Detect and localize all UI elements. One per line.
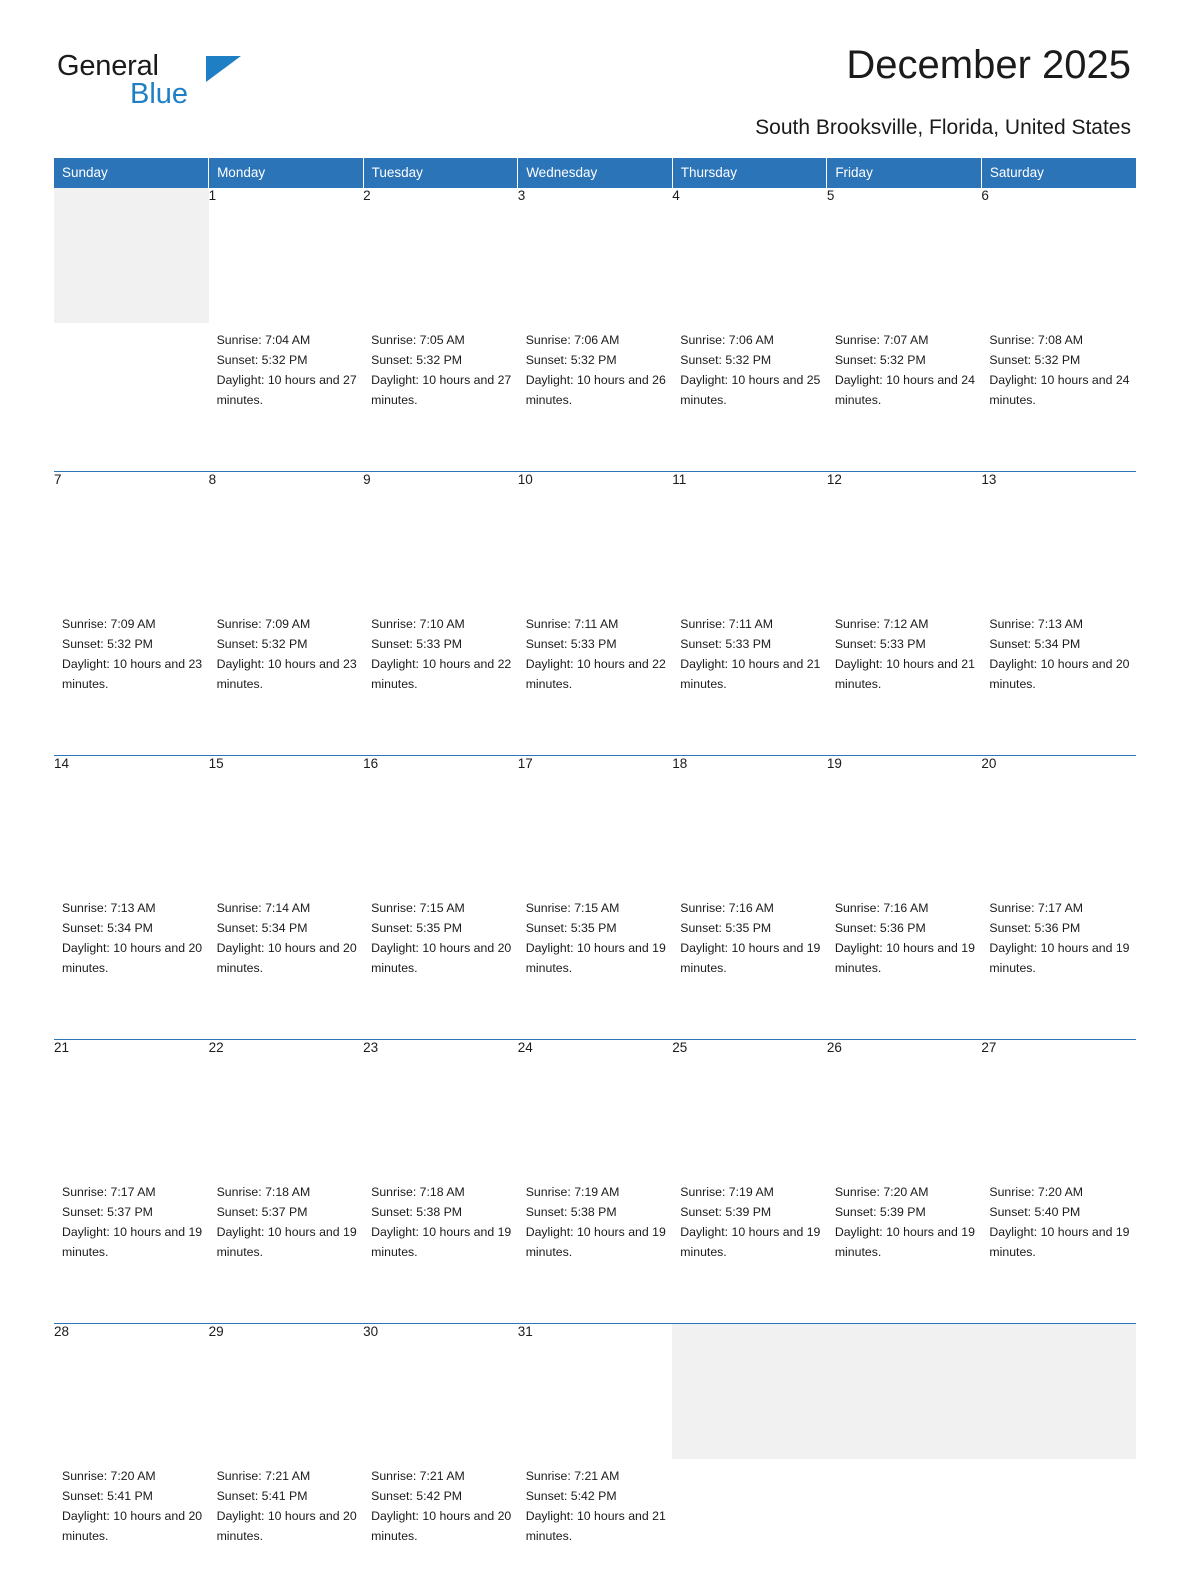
day-cell-empty	[981, 1459, 1136, 1594]
day-info	[209, 891, 364, 979]
week-spacer-row	[54, 458, 1136, 472]
day-info	[981, 607, 1136, 695]
sunset-text: Sunset: 5:34 PM	[62, 920, 153, 935]
sunrise-text: Sunrise: 7:15 AM	[525, 900, 620, 915]
sunrise-text: Sunrise: 7:19 AM	[525, 1184, 620, 1199]
daylight-text: Daylight: 10 hours and 21 minutes.	[525, 1508, 666, 1543]
sunset-text: Sunset: 5:40 PM	[989, 1204, 1081, 1219]
sunset-text: Sunset: 5:33 PM	[834, 636, 926, 651]
sunrise-text: Sunrise: 7:16 AM	[834, 900, 929, 915]
day-number: 1	[209, 188, 364, 323]
day-info	[209, 607, 364, 695]
day-cell	[518, 607, 673, 742]
sunset-text: Sunset: 5:37 PM	[216, 1204, 308, 1219]
day-cell	[672, 891, 827, 1026]
sunset-text: Sunset: 5:32 PM	[834, 352, 926, 367]
week-spacer-row	[54, 1026, 1136, 1040]
weekday-header-sunday: Sunday	[54, 158, 209, 188]
day-info	[827, 1175, 982, 1263]
sunrise-text: Sunrise: 7:13 AM	[989, 616, 1084, 631]
sunset-text: Sunset: 5:42 PM	[525, 1488, 617, 1503]
sunrise-text: Sunrise: 7:18 AM	[216, 1184, 311, 1199]
day-cell	[363, 607, 518, 742]
week-row	[54, 323, 1136, 458]
sunset-text: Sunset: 5:41 PM	[216, 1488, 308, 1503]
day-info	[981, 891, 1136, 979]
day-info	[363, 1175, 518, 1263]
day-cell	[54, 1459, 209, 1594]
daylight-text: Daylight: 10 hours and 27 minutes.	[216, 372, 357, 407]
sunrise-text: Sunrise: 7:14 AM	[216, 900, 311, 915]
sunset-text: Sunset: 5:35 PM	[371, 920, 463, 935]
sunrise-text: Sunrise: 7:18 AM	[371, 1184, 465, 1199]
day-info	[518, 891, 673, 979]
day-cell	[981, 1175, 1136, 1310]
day-cell	[209, 607, 364, 742]
sunrise-text: Sunrise: 7:20 AM	[834, 1184, 929, 1199]
day-cell	[363, 1175, 518, 1310]
sunrise-text: Sunrise: 7:17 AM	[989, 900, 1084, 915]
page-title: December 2025	[846, 43, 1131, 87]
daylight-text: Daylight: 10 hours and 19 minutes.	[834, 1224, 975, 1259]
day-number: 9	[363, 472, 518, 607]
weekday-header-monday: Monday	[209, 158, 364, 188]
sunrise-text: Sunrise: 7:09 AM	[62, 616, 156, 631]
sunrise-text: Sunrise: 7:08 AM	[989, 332, 1084, 347]
day-number: 30	[363, 1324, 518, 1459]
day-info	[672, 1175, 827, 1263]
day-info	[518, 323, 673, 411]
week-spacer-cell	[54, 742, 1136, 756]
sunrise-text: Sunrise: 7:21 AM	[371, 1468, 465, 1483]
day-number: 31	[518, 1324, 673, 1459]
page-location: South Brooksville, Florida, United States	[755, 116, 1131, 139]
day-number: 20	[981, 756, 1136, 891]
day-number: 17	[518, 756, 673, 891]
day-cell	[827, 891, 982, 1026]
daylight-text: Daylight: 10 hours and 19 minutes.	[525, 1224, 666, 1259]
day-number: 13	[981, 472, 1136, 607]
day-number: 28	[54, 1324, 209, 1459]
day-info	[363, 323, 518, 411]
sunrise-text: Sunrise: 7:11 AM	[680, 616, 773, 631]
day-number: 22	[209, 1040, 364, 1175]
day-info	[672, 323, 827, 411]
daylight-text: Daylight: 10 hours and 20 minutes.	[62, 940, 203, 975]
day-cell	[363, 323, 518, 458]
sunset-text: Sunset: 5:34 PM	[216, 920, 308, 935]
sunset-text: Sunset: 5:38 PM	[525, 1204, 617, 1219]
logo[interactable]	[57, 52, 257, 114]
day-info	[827, 607, 982, 695]
sunrise-text: Sunrise: 7:09 AM	[216, 616, 311, 631]
daylight-text: Daylight: 10 hours and 26 minutes.	[525, 372, 666, 407]
daylight-text: Daylight: 10 hours and 20 minutes.	[371, 940, 512, 975]
sunrise-text: Sunrise: 7:06 AM	[525, 332, 620, 347]
day-cell	[363, 1459, 518, 1594]
day-number: 27	[981, 1040, 1136, 1175]
daylight-text: Daylight: 10 hours and 21 minutes.	[834, 656, 975, 691]
daylight-text: Daylight: 10 hours and 19 minutes.	[989, 1224, 1130, 1259]
day-cell	[981, 323, 1136, 458]
day-cell	[827, 1175, 982, 1310]
day-cell	[827, 323, 982, 458]
day-number: 14	[54, 756, 209, 891]
day-cell-empty	[672, 1459, 827, 1594]
day-cell	[54, 891, 209, 1026]
day-info	[54, 1459, 209, 1547]
daylight-text: Daylight: 10 hours and 19 minutes.	[62, 1224, 203, 1259]
daylight-text: Daylight: 10 hours and 24 minutes.	[834, 372, 975, 407]
day-info	[54, 891, 209, 979]
day-number: 6	[981, 188, 1136, 323]
sunrise-text: Sunrise: 7:19 AM	[680, 1184, 774, 1199]
day-info	[672, 607, 827, 695]
day-number-empty	[54, 188, 209, 323]
sunset-text: Sunset: 5:32 PM	[216, 352, 308, 367]
day-number-row	[54, 472, 1136, 607]
day-number: 21	[54, 1040, 209, 1175]
sunset-text: Sunset: 5:42 PM	[371, 1488, 463, 1503]
day-number-row	[54, 1324, 1136, 1459]
day-info	[827, 323, 982, 411]
day-number-row	[54, 1040, 1136, 1175]
sunrise-text: Sunrise: 7:17 AM	[62, 1184, 156, 1199]
daylight-text: Daylight: 10 hours and 24 minutes.	[989, 372, 1130, 407]
day-number: 29	[209, 1324, 364, 1459]
day-cell	[518, 891, 673, 1026]
sun-times-calendar	[54, 158, 1136, 1594]
daylight-text: Daylight: 10 hours and 20 minutes.	[216, 940, 357, 975]
week-spacer-cell	[54, 458, 1136, 472]
sunset-text: Sunset: 5:36 PM	[989, 920, 1081, 935]
day-number: 15	[209, 756, 364, 891]
day-cell	[981, 891, 1136, 1026]
sunset-text: Sunset: 5:33 PM	[680, 636, 772, 651]
day-info	[518, 1459, 673, 1547]
day-number: 23	[363, 1040, 518, 1175]
sunrise-text: Sunrise: 7:13 AM	[62, 900, 156, 915]
daylight-text: Daylight: 10 hours and 20 minutes.	[989, 656, 1130, 691]
day-number: 16	[363, 756, 518, 891]
day-number: 2	[363, 188, 518, 323]
day-number: 7	[54, 472, 209, 607]
daylight-text: Daylight: 10 hours and 19 minutes.	[216, 1224, 357, 1259]
sunrise-text: Sunrise: 7:05 AM	[371, 332, 465, 347]
day-number-row	[54, 188, 1136, 323]
sunset-text: Sunset: 5:37 PM	[62, 1204, 153, 1219]
sunset-text: Sunset: 5:38 PM	[371, 1204, 463, 1219]
sunrise-text: Sunrise: 7:04 AM	[216, 332, 311, 347]
day-cell	[54, 607, 209, 742]
sunset-text: Sunset: 5:33 PM	[525, 636, 617, 651]
week-spacer-cell	[54, 1310, 1136, 1324]
logo-text-blue: Blue	[130, 78, 189, 110]
day-cell-empty	[54, 323, 209, 458]
daylight-text: Daylight: 10 hours and 22 minutes.	[371, 656, 512, 691]
day-number: 25	[672, 1040, 827, 1175]
day-number: 12	[827, 472, 982, 607]
sunset-text: Sunset: 5:32 PM	[62, 636, 153, 651]
week-spacer-row	[54, 742, 1136, 756]
day-cell	[518, 1175, 673, 1310]
daylight-text: Daylight: 10 hours and 19 minutes.	[525, 940, 666, 975]
sunset-text: Sunset: 5:32 PM	[371, 352, 463, 367]
day-number: 8	[209, 472, 364, 607]
day-number: 10	[518, 472, 673, 607]
daylight-text: Daylight: 10 hours and 20 minutes.	[62, 1508, 203, 1543]
day-number-empty	[827, 1324, 982, 1459]
sunset-text: Sunset: 5:39 PM	[834, 1204, 926, 1219]
day-number: 26	[827, 1040, 982, 1175]
day-info	[981, 323, 1136, 411]
sunrise-text: Sunrise: 7:21 AM	[525, 1468, 620, 1483]
daylight-text: Daylight: 10 hours and 27 minutes.	[371, 372, 512, 407]
day-cell	[209, 1175, 364, 1310]
sunrise-text: Sunrise: 7:16 AM	[680, 900, 774, 915]
week-spacer-row	[54, 1310, 1136, 1324]
day-number: 5	[827, 188, 982, 323]
day-cell	[672, 607, 827, 742]
day-info	[981, 1175, 1136, 1263]
day-cell	[518, 323, 673, 458]
day-cell	[363, 891, 518, 1026]
daylight-text: Daylight: 10 hours and 19 minutes.	[680, 940, 821, 975]
day-info	[827, 891, 982, 979]
daylight-text: Daylight: 10 hours and 23 minutes.	[62, 656, 203, 691]
day-cell	[981, 607, 1136, 742]
day-cell	[827, 607, 982, 742]
sunset-text: Sunset: 5:35 PM	[525, 920, 617, 935]
day-number: 4	[672, 188, 827, 323]
day-info	[209, 1175, 364, 1263]
day-info	[54, 1175, 209, 1263]
day-cell	[518, 1459, 673, 1594]
sunset-text: Sunset: 5:36 PM	[834, 920, 926, 935]
daylight-text: Daylight: 10 hours and 19 minutes.	[989, 940, 1130, 975]
sunrise-text: Sunrise: 7:11 AM	[525, 616, 619, 631]
day-info	[363, 1459, 518, 1547]
sunrise-text: Sunrise: 7:20 AM	[62, 1468, 156, 1483]
day-info	[54, 607, 209, 695]
day-number-empty	[981, 1324, 1136, 1459]
week-row	[54, 607, 1136, 742]
week-row	[54, 1175, 1136, 1310]
weekday-header-tuesday: Tuesday	[363, 158, 518, 188]
week-row	[54, 891, 1136, 1026]
day-cell	[672, 1175, 827, 1310]
sunrise-text: Sunrise: 7:10 AM	[371, 616, 465, 631]
day-cell	[209, 323, 364, 458]
sunrise-text: Sunrise: 7:21 AM	[216, 1468, 311, 1483]
daylight-text: Daylight: 10 hours and 19 minutes.	[371, 1224, 512, 1259]
daylight-text: Daylight: 10 hours and 20 minutes.	[216, 1508, 357, 1543]
day-cell	[209, 1459, 364, 1594]
daylight-text: Daylight: 10 hours and 19 minutes.	[680, 1224, 821, 1259]
sunrise-text: Sunrise: 7:07 AM	[834, 332, 929, 347]
day-info	[518, 1175, 673, 1263]
weekday-header-wednesday: Wednesday	[518, 158, 673, 188]
day-info	[209, 323, 364, 411]
sunset-text: Sunset: 5:32 PM	[989, 352, 1081, 367]
sunset-text: Sunset: 5:39 PM	[680, 1204, 772, 1219]
sunrise-text: Sunrise: 7:12 AM	[834, 616, 929, 631]
sunrise-text: Sunrise: 7:20 AM	[989, 1184, 1084, 1199]
day-cell	[54, 1175, 209, 1310]
day-number: 24	[518, 1040, 673, 1175]
day-info	[363, 607, 518, 695]
weekday-header-row	[54, 158, 1136, 188]
weekday-header-saturday: Saturday	[981, 158, 1136, 188]
day-number: 18	[672, 756, 827, 891]
sunrise-text: Sunrise: 7:06 AM	[680, 332, 774, 347]
weekday-header-thursday: Thursday	[672, 158, 827, 188]
day-number: 19	[827, 756, 982, 891]
sunset-text: Sunset: 5:32 PM	[216, 636, 308, 651]
sunset-text: Sunset: 5:33 PM	[371, 636, 463, 651]
daylight-text: Daylight: 10 hours and 25 minutes.	[680, 372, 821, 407]
day-number: 3	[518, 188, 673, 323]
day-number: 11	[672, 472, 827, 607]
day-info	[363, 891, 518, 979]
sunset-text: Sunset: 5:32 PM	[680, 352, 772, 367]
daylight-text: Daylight: 10 hours and 20 minutes.	[371, 1508, 512, 1543]
day-info	[209, 1459, 364, 1547]
sunset-text: Sunset: 5:32 PM	[525, 352, 617, 367]
sunset-text: Sunset: 5:35 PM	[680, 920, 772, 935]
weekday-header-friday: Friday	[827, 158, 982, 188]
daylight-text: Daylight: 10 hours and 21 minutes.	[680, 656, 821, 691]
daylight-text: Daylight: 10 hours and 22 minutes.	[525, 656, 666, 691]
sunrise-text: Sunrise: 7:15 AM	[371, 900, 465, 915]
week-spacer-cell	[54, 1026, 1136, 1040]
day-number-empty	[672, 1324, 827, 1459]
sunset-text: Sunset: 5:34 PM	[989, 636, 1081, 651]
day-info	[518, 607, 673, 695]
daylight-text: Daylight: 10 hours and 23 minutes.	[216, 656, 357, 691]
day-info	[672, 891, 827, 979]
logo-text-general: General	[57, 50, 159, 82]
week-row	[54, 1459, 1136, 1594]
page-header	[0, 0, 1188, 139]
day-number-row	[54, 756, 1136, 891]
day-cell-empty	[827, 1459, 982, 1594]
logo-triangle-icon	[206, 56, 241, 82]
daylight-text: Daylight: 10 hours and 19 minutes.	[834, 940, 975, 975]
day-cell	[209, 891, 364, 1026]
day-cell	[672, 323, 827, 458]
sunset-text: Sunset: 5:41 PM	[62, 1488, 153, 1503]
